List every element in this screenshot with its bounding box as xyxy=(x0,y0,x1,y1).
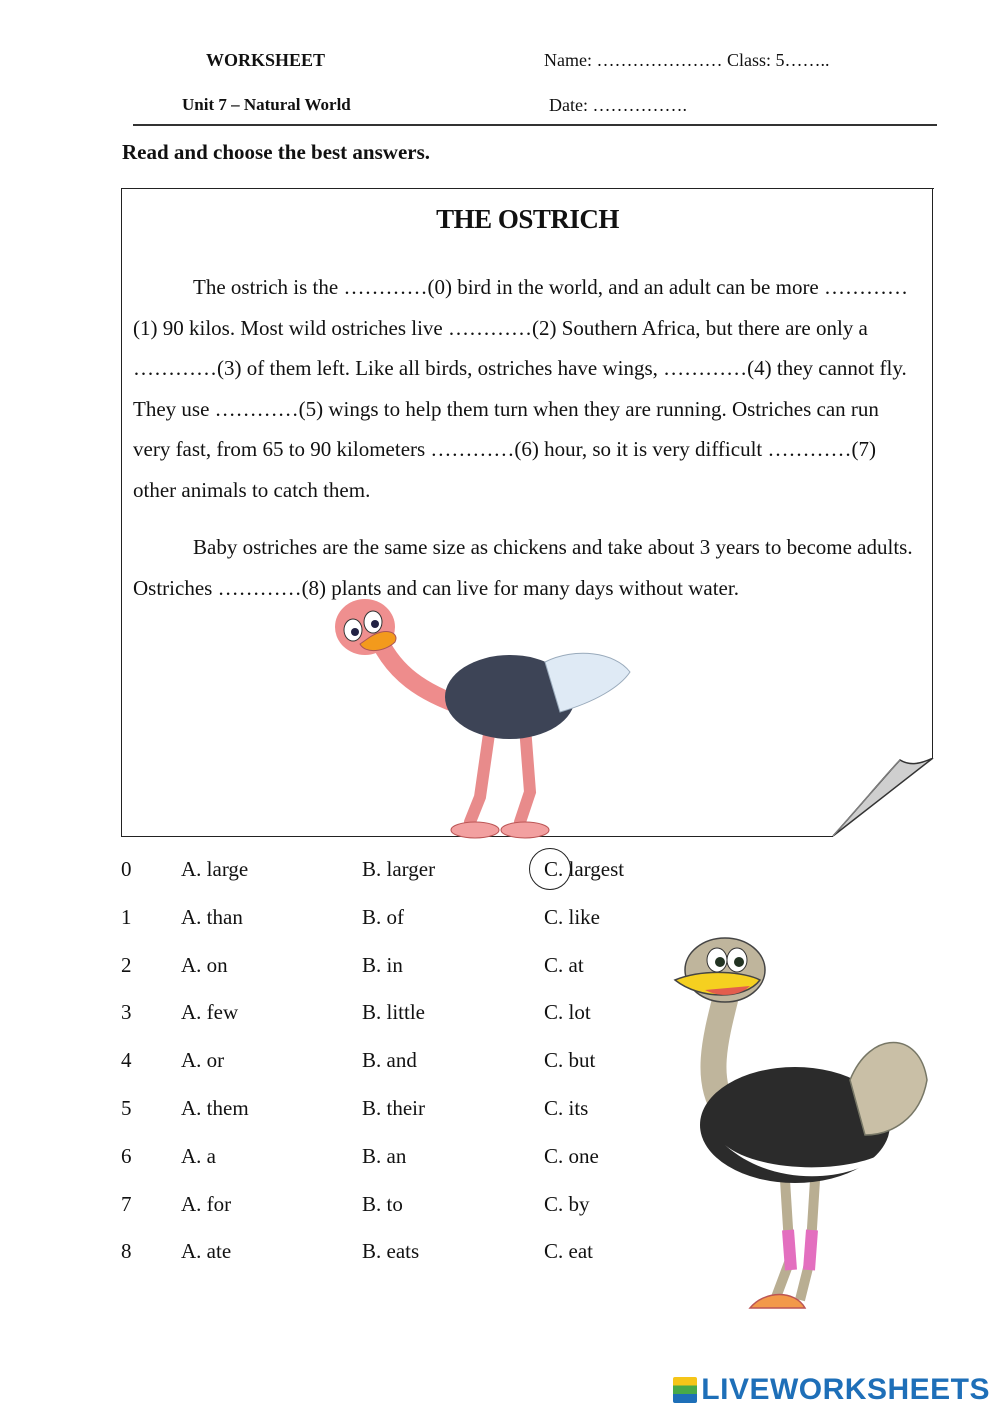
option-a[interactable]: A. or xyxy=(181,1048,225,1073)
option-b[interactable]: B. little xyxy=(362,1000,425,1025)
date-field[interactable]: Date: ……………. xyxy=(549,95,687,115)
instruction-text: Read and choose the best answers. xyxy=(122,140,431,164)
unit-label: Unit 7 – Natural World xyxy=(182,95,351,114)
option-a[interactable]: A. a xyxy=(181,1143,216,1168)
option-b[interactable]: B. their xyxy=(362,1096,425,1120)
logo-text: LIVEWORKSHEETS xyxy=(701,1373,990,1406)
option-b[interactable]: B. in xyxy=(362,952,403,977)
passage-text xyxy=(133,267,913,608)
liveworksheets-logo-icon xyxy=(673,1377,697,1403)
option-b[interactable]: B. an xyxy=(362,1143,407,1168)
paragraph-1: The ostrich is the …………(0) bird in the world, and an adult can be more ………… (1) 90 kilos. Most wild ostriches live …………(2) Southern Africa, but there are only a …………(3) of them left. Like all birds, ostriches have wings, …………(4) they cannot fly. They use …………(5) wings to help them turn when they are running. Ostriches can run very fast, from 65 to 90 kilometers …………(6) hour, so it is very difficult …………(7) other animals to catch them. xyxy=(133,275,909,502)
liveworksheets-logo[interactable] xyxy=(673,1373,990,1407)
option-c[interactable]: C. largest xyxy=(544,857,625,881)
option-b[interactable]: B. larger xyxy=(362,857,436,881)
option-c[interactable]: C. but xyxy=(544,1048,596,1073)
option-a[interactable]: A. them xyxy=(181,1096,249,1120)
question-number: 8 xyxy=(121,1239,132,1264)
passage-title: THE OSTRICH xyxy=(436,204,619,234)
option-a[interactable]: A. few xyxy=(181,1000,239,1025)
question-number: 3 xyxy=(121,1000,132,1025)
option-c[interactable]: C. eat xyxy=(544,1239,593,1264)
option-a[interactable]: A. ate xyxy=(181,1239,232,1264)
paragraph-2: Baby ostriches are the same size as chickens and take about 3 years to become adults. Ostriches …………(8) plants and can live for many days without water. xyxy=(133,535,913,600)
passage-box-right-edge xyxy=(932,188,933,758)
option-c[interactable]: C. its xyxy=(544,1096,589,1120)
question-number: 4 xyxy=(121,1048,132,1073)
question-number: 0 xyxy=(121,857,132,881)
question-number: 6 xyxy=(121,1143,132,1168)
option-c[interactable]: C. like xyxy=(544,904,600,929)
option-b[interactable]: B. to xyxy=(362,1191,403,1216)
question-number: 2 xyxy=(121,952,132,977)
option-c[interactable]: C. one xyxy=(544,1143,599,1168)
option-a[interactable]: A. for xyxy=(181,1191,232,1216)
option-b[interactable]: B. and xyxy=(362,1048,417,1073)
question-number: 1 xyxy=(121,904,132,929)
name-class-field[interactable]: Name: ………………… Class: 5…….. xyxy=(544,50,830,70)
option-c[interactable]: C. by xyxy=(544,1191,590,1216)
option-a[interactable]: A. large xyxy=(181,857,249,881)
worksheet-label: WORKSHEET xyxy=(206,50,326,70)
option-b[interactable]: B. eats xyxy=(362,1239,420,1264)
question-number: 7 xyxy=(121,1191,132,1216)
option-c[interactable]: C. at xyxy=(544,952,584,977)
header-divider xyxy=(133,124,937,126)
question-number: 5 xyxy=(121,1096,132,1120)
option-a[interactable]: A. than xyxy=(181,904,243,929)
option-a[interactable]: A. on xyxy=(181,952,228,977)
page-curl-icon xyxy=(830,756,936,840)
option-c[interactable]: C. lot xyxy=(544,1000,591,1025)
option-b[interactable]: B. of xyxy=(362,904,404,929)
ostrich-illustration-icon xyxy=(665,930,935,1330)
ostrich-illustration-icon xyxy=(325,592,645,842)
